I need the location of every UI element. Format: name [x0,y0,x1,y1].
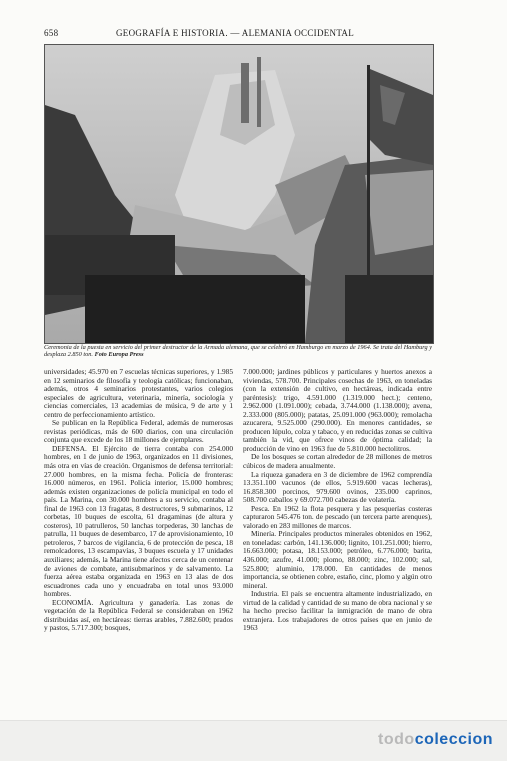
footer-bar [0,720,507,761]
destroyer-photo-illustration [45,45,433,343]
column-right [243,368,432,700]
paragraph: DEFENSA. El Ejército de tierra contaba con 254.000 hombres, en 1 de junio de 1963, organizados en 11 divisiones, más otra en vías de creación. Organismos de defensa territorial: 27.000 hombres, en la misma fecha. Policía de fronteras: 16.000 números, en 1961. Policía interior, 15.000 hombres; además existen organizaciones de policía municipal en todo el país. La Marina, con 30.000 hombres a su servicio, contaba al final de 1963 con 13 fragatas, 8 destructores, 9 submarinos, 12 corbetas, 10 buques de escolta, 61 dragaminas (de altura y costeros), 10 patrulleros, 50 lanchas torpederas, 30 lanchas de patrulla, 11 buques de desembarco, 17 de aprovisionamiento, 10 petroleros, 7 barcos de vigilancia, 6 de protección de pesca, 18 remolcadores, 13 escampavías, 3 buques escuela y 17 unidades auxiliares; además, la Marina tiene afectos cerca de un centenar de aviones de combate, antisubmarinos y de salvamento. La fuerza aérea estaba organizada en 1963 en 13 alas de dos escuadrones cada uno y encuadraba en total unos 93.000 hombres. [44,443,233,599]
page-header [44,28,436,38]
watermark-logo [378,731,493,749]
paragraph: 7.000.000; jardines públicos y particulares y huertos anexos a viviendas, 578.700. Principales cosechas de 1963, en toneladas (con la extensión de cultivo, en hectáreas, indicada entre paréntesis): trigo, 4.591.000 (1.319.000 hect.); centeno, 2.962.000 (1.091.000); cebada, 3.744.000 (1.138.000); avena, 2.333.000 (805.000); patatas, 25.091.000 (963.000); remolacha azucarera, 9.525.000 (290.000). En menores cantidades, se producen lúpulo, colza y tabaco, y en reducidas zonas se cultiva también la vid, que ofrece vinos de óptima calidad; la producción de vino en 1963 fue de 5.810.000 hectolitros. [243,368,432,453]
paragraph: De los bosques se cortan alrededor de 28 millones de metros cúbicos de madera anualmente. [243,452,432,471]
paragraph: Se publican en la República Federal, además de numerosas revistas periódicas, más de 600 diarios, con una circulación conjunta que excede de los 18 millones de ejemplares. [44,418,233,445]
paragraph: Pesca. En 1962 la flota pesquera y las pesquerías costeras capturaron 545.476 ton. de pescado (un tercera parte arenques), valorado en 283 millones de marcos. [243,503,432,530]
photo-credit: Foto Europa Press [94,351,144,359]
watermark-part1: todo [378,731,415,748]
paragraph: La riqueza ganadera en 3 de diciembre de 1962 comprendía 13.351.100 vacunos (de ellos, 5.919.600 vacas lecheras), 16.858.300 porcinos, 979.600 ovinos, 235.000 caprinos, 508.700 caballos y 69.072.700 cabezas de volatería. [243,469,432,505]
text-columns [44,368,432,700]
caption-text: Ceremonia de la puesta en servicio del primer destructor de la Armada alemana, que se celebró en Hamburgo en marzo de 1964. Se trata del Hamburg y desplaza 2.850 ton. [44,344,432,359]
column-left [44,368,233,700]
paragraph: universidades; 45.970 en 7 escuelas técnicas superiores, y 1.985 en 12 seminarios de filosofía y teología católicas; funcionaban, además, otros 4 seminarios protestantes, varios colegios especiales de agricultura, veterinaria, minería, sociología y ciencias comerciales, 13 academias de música, 9 de arte y 1 centro de perfeccionamiento artístico. [44,368,233,419]
watermark-part2: coleccion [414,731,493,748]
paragraph: ECONOMÍA. Agricultura y ganadería. Las zonas de vegetación de la República Federal se consideraban en 1962 distribuidas así, en hectáreas: tierras arables, 7.882.600; prados y pastos, 5.717.300; bosques, [44,597,233,633]
paragraph: Minería. Principales productos minerales obtenidos en 1962, en toneladas: carbón, 141.136.000; lignito, 101.251.000; hierro, 16.663.000; potasa, 18.153.000; petróleo, 6.776.000; barita, 436.000; azufre, 41.000; plomo, 88.000; zinc, 102.000; sal, 525.800; aluminio, 178.000. En cantidades de menos importancia, se obtienen cobre, estaño, cinc, plomo y algún otro mineral. [243,529,432,590]
page-number: 658 [44,28,59,38]
destroyer-photo [44,44,434,344]
photo-caption [44,344,432,359]
running-title: GEOGRAFÍA E HISTORIA. — ALEMANIA OCCIDENTAL [116,28,355,38]
paragraph: Industria. El país se encuentra altamente industrializado, en virtud de la calidad y cantidad de su mano de obra nacional y se ha hecho preciso facilitar la inmigración de mano de obra extranjera. Los trabajadores de otros países que en junio de 1963 [243,589,432,633]
